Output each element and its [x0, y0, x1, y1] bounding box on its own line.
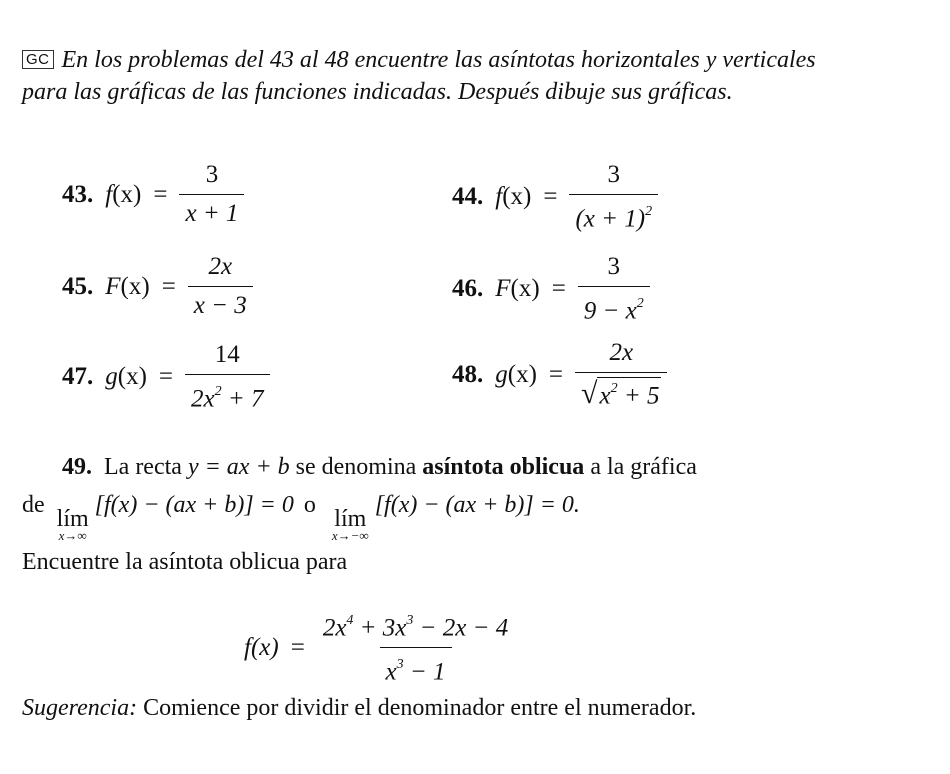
- fraction: $\frac{3}{(x + 1)^2}$: [569, 160, 658, 234]
- limit-positive-infinity: lím x→∞: [56, 506, 89, 543]
- oblique-asymptote-formula: f(x) = $\frac{2x^4 + 3x^3 - 2x - 4}{x^3 - 1}$: [244, 608, 514, 688]
- fraction: $\frac{14}{2x^2 + 7}$: [185, 340, 269, 414]
- problem-46: 46. F (x) = $\frac{3}{9 - x^2}$: [452, 252, 650, 326]
- fraction: $\frac{2x^4 + 3x^3 - 2x - 4}{x^3 - 1}$: [322, 613, 509, 686]
- square-root: √ $x^2 + 5$: [581, 377, 660, 411]
- term-asintota-oblicua: asíntota oblicua: [422, 454, 585, 480]
- intro-paragraph: [22, 44, 842, 108]
- problem-43: 43. f (x) = $\frac{3}{x + 1}$: [62, 160, 244, 229]
- fraction: $\frac{2x}{x - 3}$: [188, 252, 253, 321]
- gc-badge: GC: [22, 50, 54, 69]
- hint-text: Comience por dividir el denominador entre el numerador.: [137, 695, 697, 721]
- fraction: 2x √ $x^2 + 5$: [575, 338, 667, 411]
- fraction: $\frac{3}{9 - x^2}$: [578, 252, 650, 326]
- intro-text: En los problemas del 43 al 48 encuentre las asíntotas horizontales y verticales para las gráficas de las funciones indicadas. Después dibuje sus gráficas.: [22, 47, 816, 105]
- hint-label: Sugerencia:: [22, 695, 138, 721]
- problem-49: 49. La recta y = ax + b se denomina asíntota oblicua a la gráfica de lím x→∞ [f(x) − (ax + b)] = 0 o lím x→−∞ [f(x) − (ax + b)] = 0. Encuentre la asíntota oblicua para: [22, 454, 697, 575]
- hint-paragraph: [22, 690, 842, 726]
- problem-44: 44. f (x) = $\frac{3}{(x + 1)^2}$: [452, 160, 658, 234]
- fraction: $\frac{3}{x + 1}$: [179, 160, 244, 229]
- problem-45: 45. F (x) = $\frac{2x}{x - 3}$: [62, 252, 253, 321]
- problem-48: 48. g (x) = 2x √ $x^2 + 5$: [452, 338, 667, 411]
- problem-47: 47. g (x) = $\frac{14}{2x^2 + 7}$: [62, 340, 270, 414]
- limit-negative-infinity: lím x→−∞: [331, 506, 369, 543]
